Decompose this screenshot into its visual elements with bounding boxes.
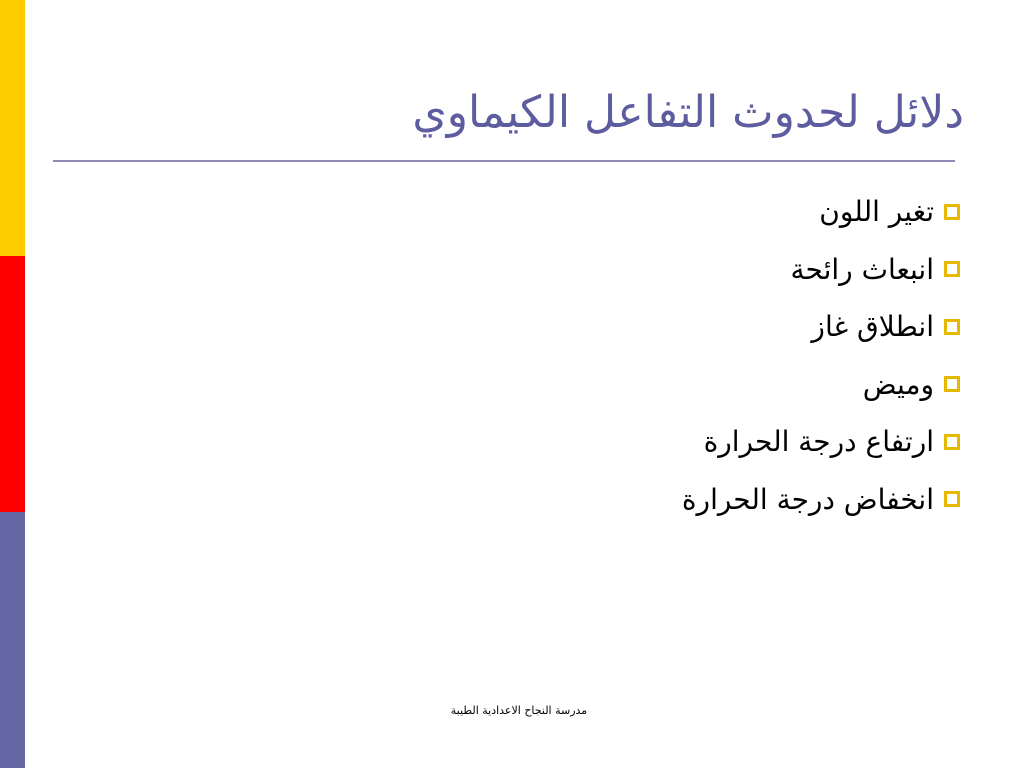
list-item-text: انبعاث رائحة xyxy=(790,252,934,286)
square-bullet-icon xyxy=(944,434,960,450)
side-color-bar xyxy=(0,0,25,768)
list-item-text: ارتفاع درجة الحرارة xyxy=(703,425,934,459)
square-bullet-icon xyxy=(944,376,960,392)
list-item xyxy=(360,298,960,356)
list-item xyxy=(360,413,960,471)
list-item-text: انخفاض درجة الحرارة xyxy=(681,482,934,516)
list-item xyxy=(360,356,960,414)
slide-title: دلائل لحدوث التفاعل الكيماوي xyxy=(412,87,964,138)
bullet-list xyxy=(360,183,960,528)
slide-footer: مدرسة النجاح الاعدادية الطيبة xyxy=(450,704,588,717)
square-bullet-icon xyxy=(944,261,960,277)
side-bar-red xyxy=(0,256,25,512)
side-bar-blue xyxy=(0,512,25,768)
square-bullet-icon xyxy=(944,491,960,507)
list-item-text: وميض xyxy=(862,367,934,401)
list-item xyxy=(360,241,960,299)
side-bar-yellow xyxy=(0,0,25,256)
square-bullet-icon xyxy=(944,319,960,335)
list-item-text: انطلاق غاز xyxy=(811,310,934,344)
title-divider xyxy=(53,160,955,162)
square-bullet-icon xyxy=(944,204,960,220)
list-item xyxy=(360,183,960,241)
list-item xyxy=(360,471,960,529)
list-item-text: تغير اللون xyxy=(819,195,934,229)
